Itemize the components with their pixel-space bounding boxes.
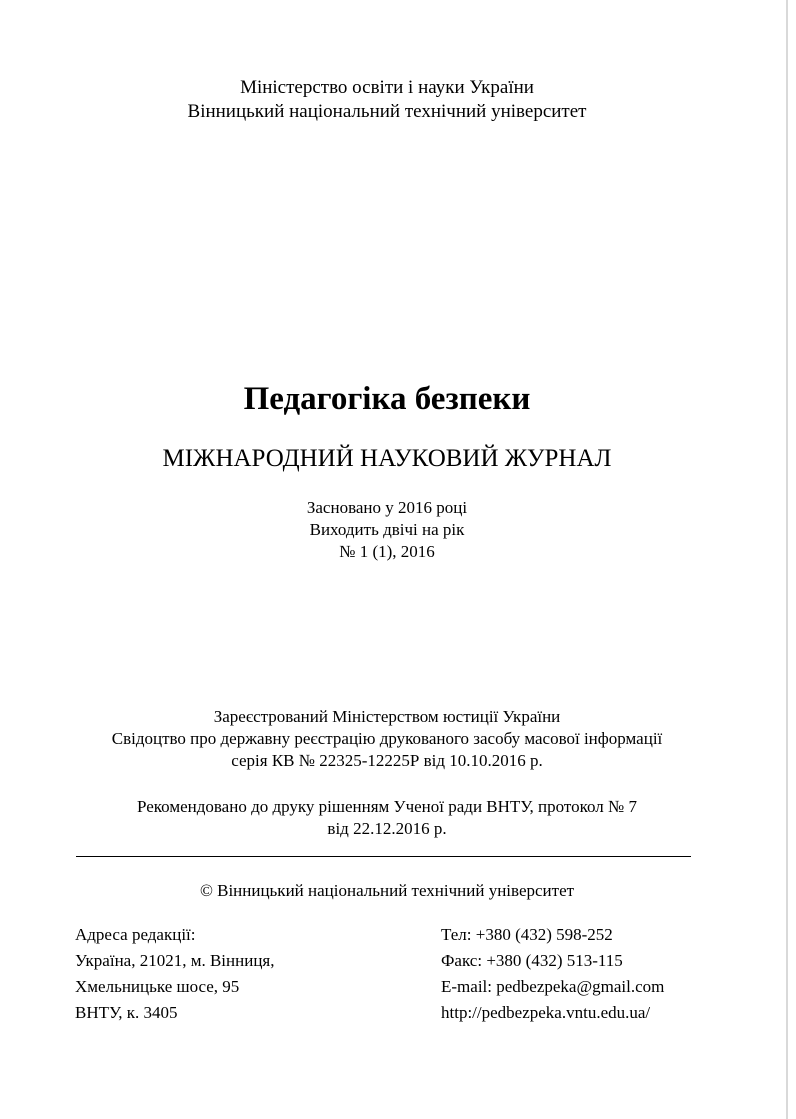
journal-info [0,497,774,563]
page-edge-line [786,0,788,1119]
registration-line-1: Зареєстрований Міністерством юстиції України [213,707,561,726]
founded-year: Засновано у 2016 році [306,498,468,517]
journal-title: Педагогіка безпеки [243,381,531,417]
publication-frequency: Виходить двічі на рік [309,520,465,539]
issue-number: № 1 (1), 2016 [339,542,435,561]
email-address: E-mail: pedbezpeka@gmail.com [441,977,665,996]
recommendation-line-1: Рекомендовано до друку рішенням Ученої ради ВНТУ, протокол № 7 [136,797,638,816]
publisher-block [0,76,774,124]
ministry-name: Міністерство освіти і науки України [240,77,534,98]
address-line-3: ВНТУ, к. 3405 [75,1003,178,1022]
contact-info [441,922,664,1026]
editorial-address [75,922,275,1026]
registration-block [0,706,774,772]
horizontal-divider [76,856,691,857]
journal-subtitle: МІЖНАРОДНИЙ НАУКОВИЙ ЖУРНАЛ [162,445,612,472]
recommendation-line-2: від 22.12.2016 р. [327,819,447,838]
address-label: Адреса редакції: [75,925,196,944]
website-link: http://pedbezpeka.vntu.edu.ua/ [441,1003,651,1022]
address-line-1: Україна, 21021, м. Вінниця, [75,951,275,970]
recommendation-block [0,796,774,840]
university-name: Вінницький національний технічний університет [187,101,587,122]
phone-number: Тел: +380 (432) 598-252 [441,925,613,944]
address-line-2: Хмельницьке шосе, 95 [75,977,240,996]
registration-line-2: Свідоцтво про державну реєстрацію друкованого засобу масової інформації [111,729,663,748]
fax-number: Факс: +380 (432) 513-115 [441,951,623,970]
registration-line-3: серія КВ № 22325-12225Р від 10.10.2016 р. [231,751,543,770]
copyright-notice: © Вінницький національний технічний університет [199,881,575,900]
